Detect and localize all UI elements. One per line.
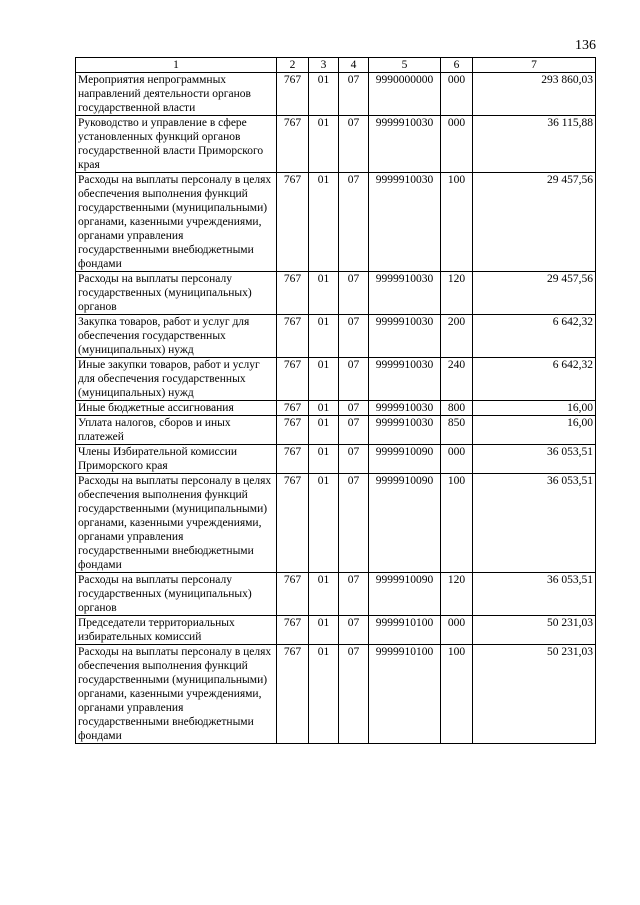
- row-name: Расходы на выплаты персоналу в целях обеспечения выполнения функций государственными (муниципальными) органами, казенными учреждениями, органами управления государственными внебюджетными фондами: [76, 173, 277, 272]
- row-code: 767: [277, 73, 309, 116]
- column-header: 5: [369, 58, 441, 73]
- row-amount: 6 642,32: [473, 315, 596, 358]
- row-section: 01: [309, 416, 339, 445]
- row-subsection: 07: [339, 173, 369, 272]
- row-target-article: 9999910090: [369, 474, 441, 573]
- row-name: Мероприятия непрограммных направлений деятельности органов государственной власти: [76, 73, 277, 116]
- row-amount: 50 231,03: [473, 616, 596, 645]
- row-subsection: 07: [339, 573, 369, 616]
- row-expense-type: 100: [441, 645, 473, 744]
- column-header: 3: [309, 58, 339, 73]
- row-subsection: 07: [339, 616, 369, 645]
- row-subsection: 07: [339, 315, 369, 358]
- page-number: 136: [575, 38, 596, 53]
- row-expense-type: 120: [441, 573, 473, 616]
- row-target-article: 9999910030: [369, 116, 441, 173]
- table-row: [76, 315, 596, 358]
- table-row: [76, 573, 596, 616]
- budget-table: [75, 57, 596, 744]
- row-subsection: 07: [339, 445, 369, 474]
- row-code: 767: [277, 358, 309, 401]
- row-target-article: 9999910030: [369, 358, 441, 401]
- row-section: 01: [309, 445, 339, 474]
- row-amount: 293 860,03: [473, 73, 596, 116]
- row-amount: 16,00: [473, 401, 596, 416]
- row-target-article: 9999910090: [369, 573, 441, 616]
- table-row: [76, 474, 596, 573]
- row-code: 767: [277, 401, 309, 416]
- row-code: 767: [277, 573, 309, 616]
- row-name: Расходы на выплаты персоналу государственных (муниципальных) органов: [76, 573, 277, 616]
- row-section: 01: [309, 645, 339, 744]
- row-target-article: 9999910090: [369, 445, 441, 474]
- row-section: 01: [309, 401, 339, 416]
- row-expense-type: 100: [441, 173, 473, 272]
- row-code: 767: [277, 315, 309, 358]
- table-row: [76, 358, 596, 401]
- table-row: [76, 401, 596, 416]
- row-amount: 36 053,51: [473, 474, 596, 573]
- row-target-article: 9990000000: [369, 73, 441, 116]
- row-target-article: 9999910030: [369, 401, 441, 416]
- row-amount: 36 053,51: [473, 573, 596, 616]
- column-header: 1: [76, 58, 277, 73]
- row-amount: 36 115,88: [473, 116, 596, 173]
- row-name: Расходы на выплаты персоналу в целях обеспечения выполнения функций государственными (муниципальными) органами, казенными учреждениями, органами управления государственными внебюджетными фондами: [76, 474, 277, 573]
- row-expense-type: 100: [441, 474, 473, 573]
- row-expense-type: 850: [441, 416, 473, 445]
- row-subsection: 07: [339, 116, 369, 173]
- row-name: Закупка товаров, работ и услуг для обеспечения государственных (муниципальных) нужд: [76, 315, 277, 358]
- row-name: Расходы на выплаты персоналу в целях обеспечения выполнения функций государственными (муниципальными) органами, казенными учреждениями, органами управления государственными внебюджетными фондами: [76, 645, 277, 744]
- row-section: 01: [309, 173, 339, 272]
- table-row: [76, 645, 596, 744]
- row-name: Руководство и управление в сфере установленных функций органов государственной власти Приморского края: [76, 116, 277, 173]
- row-amount: 50 231,03: [473, 645, 596, 744]
- row-section: 01: [309, 358, 339, 401]
- row-expense-type: 000: [441, 73, 473, 116]
- row-code: 767: [277, 445, 309, 474]
- row-expense-type: 000: [441, 445, 473, 474]
- row-target-article: 9999910030: [369, 416, 441, 445]
- row-amount: 36 053,51: [473, 445, 596, 474]
- row-amount: 16,00: [473, 416, 596, 445]
- table-row: [76, 73, 596, 116]
- row-expense-type: 000: [441, 116, 473, 173]
- row-code: 767: [277, 272, 309, 315]
- row-code: 767: [277, 116, 309, 173]
- row-amount: 29 457,56: [473, 173, 596, 272]
- row-target-article: 9999910030: [369, 315, 441, 358]
- column-header: 4: [339, 58, 369, 73]
- row-expense-type: 200: [441, 315, 473, 358]
- row-name: Иные закупки товаров, работ и услуг для обеспечения государственных (муниципальных) нужд: [76, 358, 277, 401]
- row-expense-type: 800: [441, 401, 473, 416]
- row-expense-type: 240: [441, 358, 473, 401]
- row-name: Уплата налогов, сборов и иных платежей: [76, 416, 277, 445]
- column-header: 6: [441, 58, 473, 73]
- row-expense-type: 120: [441, 272, 473, 315]
- row-subsection: 07: [339, 416, 369, 445]
- column-header: 2: [277, 58, 309, 73]
- row-subsection: 07: [339, 401, 369, 416]
- row-subsection: 07: [339, 358, 369, 401]
- row-section: 01: [309, 616, 339, 645]
- row-code: 767: [277, 616, 309, 645]
- row-name: Иные бюджетные ассигнования: [76, 401, 277, 416]
- row-name: Председатели территориальных избирательных комиссий: [76, 616, 277, 645]
- row-code: 767: [277, 416, 309, 445]
- row-target-article: 9999910100: [369, 645, 441, 744]
- table-row: [76, 616, 596, 645]
- header-row: [76, 58, 596, 73]
- row-code: 767: [277, 173, 309, 272]
- row-code: 767: [277, 645, 309, 744]
- row-amount: 6 642,32: [473, 358, 596, 401]
- table-row: [76, 416, 596, 445]
- row-name: Члены Избирательной комиссии Приморского края: [76, 445, 277, 474]
- table-row: [76, 272, 596, 315]
- row-section: 01: [309, 474, 339, 573]
- table-row: [76, 445, 596, 474]
- column-header: 7: [473, 58, 596, 73]
- row-section: 01: [309, 315, 339, 358]
- row-target-article: 9999910100: [369, 616, 441, 645]
- table-row: [76, 173, 596, 272]
- row-target-article: 9999910030: [369, 272, 441, 315]
- row-subsection: 07: [339, 272, 369, 315]
- table-row: [76, 116, 596, 173]
- row-section: 01: [309, 116, 339, 173]
- row-section: 01: [309, 573, 339, 616]
- row-amount: 29 457,56: [473, 272, 596, 315]
- row-code: 767: [277, 474, 309, 573]
- row-name: Расходы на выплаты персоналу государственных (муниципальных) органов: [76, 272, 277, 315]
- row-subsection: 07: [339, 73, 369, 116]
- row-target-article: 9999910030: [369, 173, 441, 272]
- row-subsection: 07: [339, 645, 369, 744]
- row-subsection: 07: [339, 474, 369, 573]
- row-expense-type: 000: [441, 616, 473, 645]
- row-section: 01: [309, 73, 339, 116]
- row-section: 01: [309, 272, 339, 315]
